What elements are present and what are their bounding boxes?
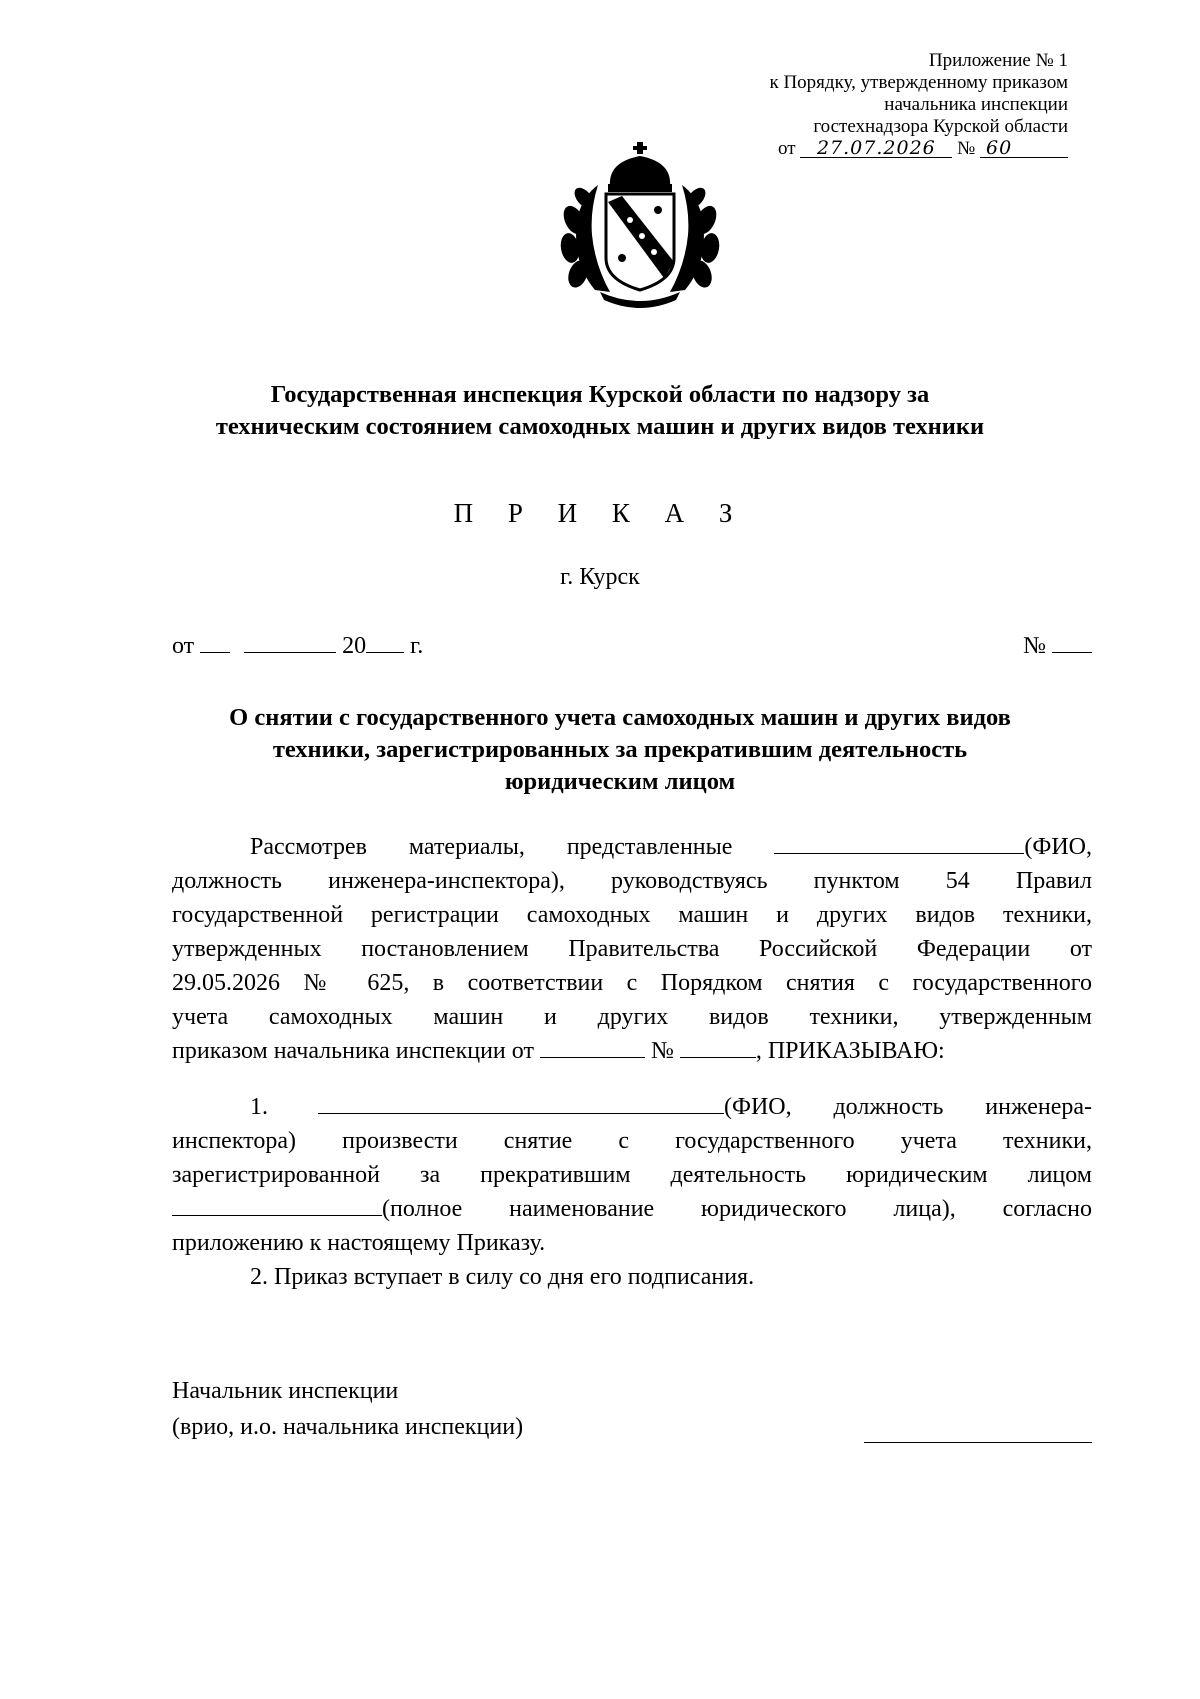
preamble-number-label: № (650, 1038, 674, 1064)
preamble-line-7c: , ПРИКАЗЫВАЮ: (755, 1038, 945, 1064)
order-month-blank (244, 632, 336, 653)
appendix-from-label: от (778, 138, 796, 159)
appendix-line-2: к Порядку, утвержденному приказом (769, 72, 1068, 93)
order-item-1 (172, 1090, 1092, 1260)
preamble-line-1a: Рассмотрев материалы, представленные (250, 834, 733, 860)
organization-name (150, 379, 1050, 443)
appendix-number-label: № (957, 138, 976, 159)
appendix-handwritten-date: 27.07.2026 (800, 139, 952, 158)
order-subject (160, 702, 1080, 798)
appendix-title: Приложение № 1 (928, 50, 1068, 71)
order-year-blank (366, 632, 404, 653)
item1-line-1b: (ФИО, должность инженера- (724, 1094, 1092, 1120)
item1-line-3: зарегистрированной за прекратившим деятельность юридическим лицом (172, 1162, 1092, 1188)
signature-line (864, 1440, 1092, 1443)
order-date-row (172, 632, 1092, 660)
kursk-coat-of-arms-icon (540, 140, 740, 315)
organization-line-1: Государственная инспекция Курской области по надзору за (270, 381, 930, 408)
item1-number: 1. (250, 1094, 268, 1120)
order-year-prefix: 20 (342, 633, 367, 659)
preamble-date-blank (540, 1037, 645, 1058)
appendix-line-3: начальника инспекции (884, 94, 1068, 115)
signature-title-1: Начальник инспекции (172, 1378, 399, 1404)
preamble-line-7a: приказом начальника инспекции от (172, 1038, 534, 1064)
item2-text: 2. Приказ вступает в силу со дня его подписания. (250, 1264, 755, 1290)
item1-line-4b: (полное наименование юридического лица), согласно (382, 1196, 1092, 1222)
preamble-number-blank (680, 1037, 756, 1058)
item1-fio-blank (318, 1093, 724, 1114)
preamble-line-4: утвержденных постановлением Правительства Российской Федерации от (172, 936, 1092, 962)
appendix-line-4: гостехнадзора Курской области (813, 116, 1068, 137)
preamble-line-1b: (ФИО, (1024, 834, 1093, 860)
signature-block (172, 1373, 523, 1445)
subject-line-2: техники, зарегистрированных за прекратившим деятельность (272, 736, 968, 763)
preamble-fio-blank (774, 833, 1024, 854)
preamble-line-2: должность инженера-инспектора), руководствуясь пунктом 54 Правил (172, 868, 1092, 894)
preamble-line-5: 29.05.2026 № 625, в соответствии с Порядком снятия с государственного (172, 970, 1092, 996)
preamble-line-6: учета самоходных машин и других видов техники, утвержденным (172, 1004, 1092, 1030)
organization-line-2: техническим состоянием самоходных машин и других видов техники (215, 413, 985, 440)
item1-line-2: инспектора) произвести снятие с государственного учета техники, (172, 1128, 1092, 1154)
item1-legal-entity-blank (172, 1195, 382, 1216)
preamble-paragraph (172, 830, 1092, 1068)
subject-line-3: юридическим лицом (504, 768, 736, 795)
order-item-2 (172, 1260, 1092, 1294)
order-date-from-label: от (172, 633, 195, 659)
signature-title-2: (врио, и.о. начальника инспекции) (172, 1414, 524, 1440)
order-number-label: № (1023, 633, 1046, 659)
order-day-blank (200, 632, 230, 653)
appendix-handwritten-number: 60 (980, 139, 1068, 158)
city-label: г. Курск (560, 564, 640, 590)
item1-line-5: приложению к настоящему Приказу. (172, 1230, 546, 1256)
order-year-suffix: г. (410, 633, 424, 659)
preamble-line-3: государственной регистрации самоходных машин и других видов техники, (172, 902, 1092, 928)
document-type-title: П Р И К А З (453, 498, 747, 528)
order-number (1023, 632, 1092, 660)
order-number-blank (1052, 632, 1092, 653)
subject-line-1: О снятии с государственного учета самоходных машин и других видов (229, 704, 1011, 731)
